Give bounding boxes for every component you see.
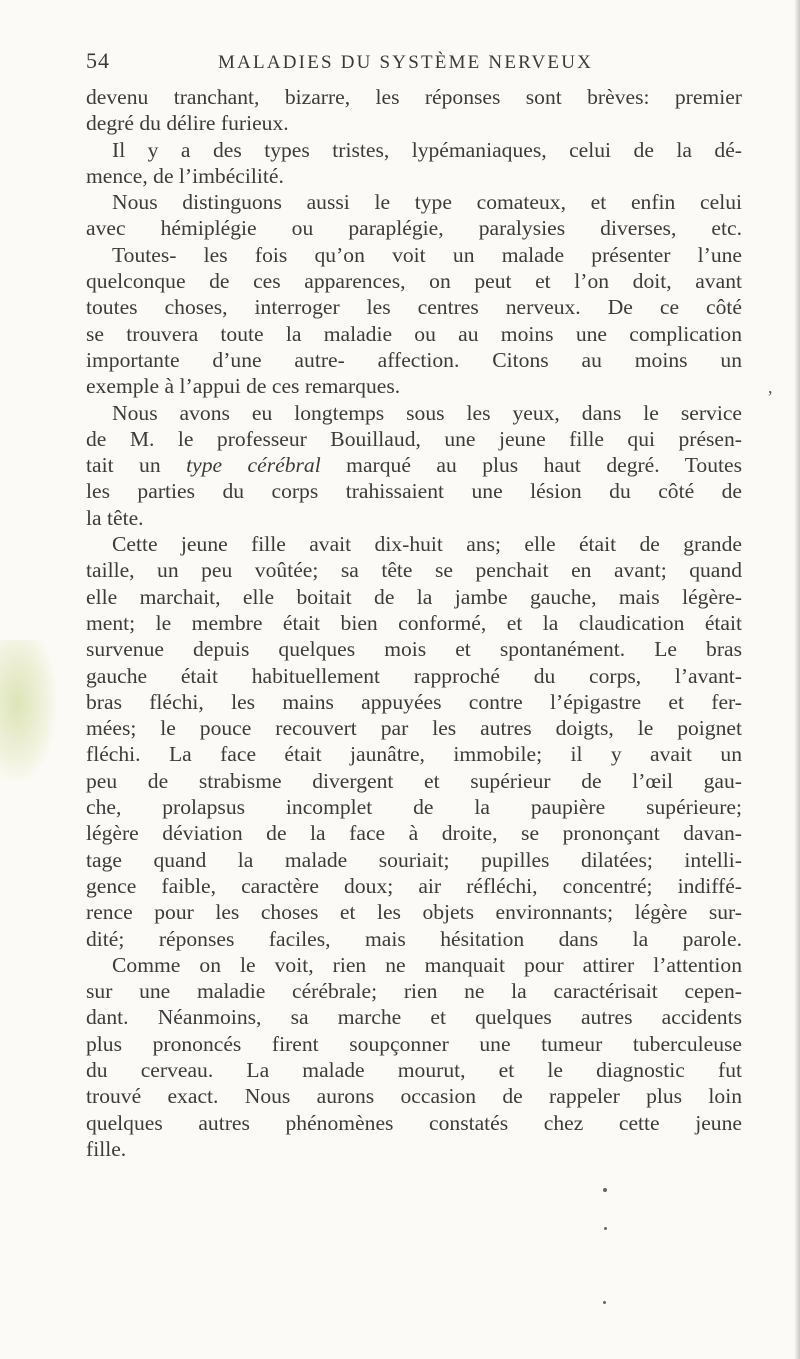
margin-mark: ,	[768, 377, 773, 397]
text-line: Comme on le voit, rien ne manquait pour attirer l’attention	[112, 952, 742, 977]
text-line: taille, un peu voûtée; sa tête se penchait en avant; quand	[86, 558, 742, 583]
text-line: exemple à l’appui de ces remarques.	[86, 374, 401, 399]
text-line: elle marchait, elle boitait de la jambe gauche, mais légère-	[86, 584, 742, 609]
text-line: mées; le pouce recouvert par les autres doigts, le poignet	[86, 716, 742, 741]
paper-stain	[0, 640, 56, 780]
text-line: du cerveau. La malade mourut, et le diagnostic fut	[86, 1057, 742, 1082]
text-line: la tête.	[86, 505, 144, 530]
page-number: 54	[86, 48, 110, 73]
text-line: toutes choses, interroger les centres nerveux. De ce côté	[86, 295, 742, 320]
text-line: mence, de l’imbécilité.	[86, 163, 284, 188]
text-line: Nous distinguons aussi le type comateux, et enfin celui	[112, 190, 742, 215]
text-line: rence pour les choses et les objets environnants; légère sur-	[86, 900, 742, 925]
text-line: peu de strabisme divergent et supérieur de l’œil gau-	[86, 768, 742, 793]
text-line: dant. Néanmoins, sa marche et quelques autres accidents	[86, 1005, 742, 1030]
text-line: Cette jeune fille avait dix-huit ans; elle était de grande	[112, 532, 742, 557]
text-segment: tait un	[86, 453, 187, 478]
ink-speck	[604, 1227, 607, 1230]
text-line: Il y a des types tristes, lypémaniaques, celui de la dé-	[112, 137, 742, 162]
text-line: Toutes- les fois qu’on voit un malade présenter l’une	[112, 242, 742, 267]
text-line: dité; réponses faciles, mais hésitation dans la parole.	[86, 926, 742, 951]
text-line: ment; le membre était bien conformé, et la claudication était	[86, 610, 742, 635]
text-line: fille.	[86, 1136, 127, 1161]
text-line: plus prononcés firent soupçonner une tumeur tuberculeuse	[86, 1031, 742, 1056]
text-line	[86, 452, 742, 478]
text-line: les parties du corps trahissaient une lésion du côté de	[86, 479, 742, 504]
text-line: trouvé exact. Nous aurons occasion de rappeler plus loin	[86, 1084, 742, 1109]
text-line: de M. le professeur Bouillaud, une jeune fille qui présen-	[86, 426, 742, 451]
text-line: gence faible, caractère doux; air réfléchi, concentré; indiffé-	[86, 873, 742, 898]
text-line: fléchi. La face était jaunâtre, immobile; il y avait un	[86, 742, 742, 767]
text-line: légère déviation de la face à droite, se prononçant davan-	[86, 821, 742, 846]
text-line: quelconque de ces apparences, on peut et l’on doit, avant	[86, 269, 742, 294]
text-line: importante d’une autre- affection. Citons au moins un	[86, 347, 742, 372]
italic-term: type cérébral	[186, 453, 321, 478]
text-line: gauche était habituellement rapproché du corps, l’avant-	[86, 663, 742, 688]
text-line: sur une maladie cérébrale; rien ne la caractérisait cepen-	[86, 979, 742, 1004]
text-line: degré du délire furieux.	[86, 111, 289, 136]
running-title: MALADIES DU SYSTÈME NERVEUX	[218, 52, 594, 73]
text-line: tage quand la malade souriait; pupilles dilatées; intelli-	[86, 847, 742, 872]
running-head	[86, 48, 726, 80]
text-line: quelques autres phénomènes constatés chez cette jeune	[86, 1110, 742, 1135]
text-line: avec hémiplégie ou paraplégie, paralysies diverses, etc.	[86, 216, 742, 241]
ink-speck	[603, 1301, 606, 1304]
text-line: Nous avons eu longtemps sous les yeux, dans le service	[112, 400, 742, 425]
page-edge-shadow	[794, 0, 800, 1359]
text-segment: marqué au plus haut degré. Toutes	[320, 453, 742, 478]
body-text	[86, 84, 742, 1162]
text-line: che, prolapsus incomplet de la paupière supérieure;	[86, 795, 742, 820]
text-line: bras fléchi, les mains appuyées contre l’épigastre et fer-	[86, 689, 742, 714]
text-line: se trouvera toute la maladie ou au moins une complication	[86, 321, 742, 346]
ink-speck	[603, 1188, 607, 1192]
text-line: survenue depuis quelques mois et spontanément. Le bras	[86, 637, 742, 662]
text-line: devenu tranchant, bizarre, les réponses sont brèves: premier	[86, 85, 742, 109]
